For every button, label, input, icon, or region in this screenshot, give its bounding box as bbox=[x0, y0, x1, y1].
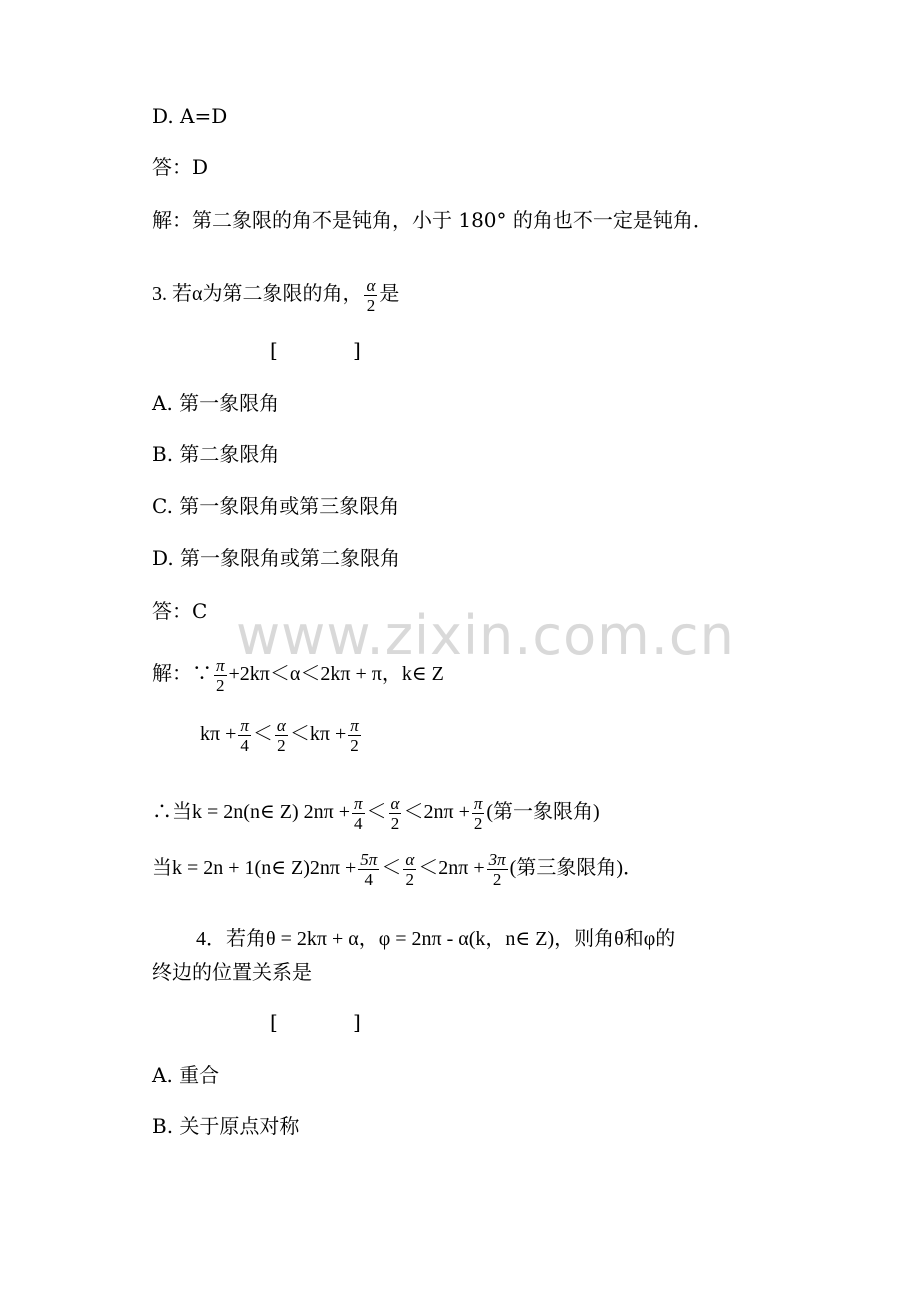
question-4-line-1: 4．若角θ = 2kπ + α，φ = 2nπ - α(k，n∈ Z)，则角θ和φ的 bbox=[196, 928, 676, 950]
watermark: www.zixin.com.cn bbox=[236, 604, 735, 667]
bracket-close-4: ] bbox=[353, 1010, 361, 1034]
solution-3-line-3: ∴当k = 2n(n∈ Z) 2nπ + $\frac{\pi}{4}$ ＜ $\frac{\alpha}{2}$ ＜2nπ + $\frac{\pi}{2}$ (第一象限角) bbox=[152, 794, 600, 833]
option-b-3: B. 第二象限角 bbox=[152, 442, 280, 466]
bracket-open-3: [ bbox=[270, 338, 278, 362]
answer-3: 答：C bbox=[152, 599, 208, 623]
bracket-close-3: ] bbox=[353, 338, 361, 362]
alpha-over-2: $\frac{\alpha}{2}$ bbox=[366, 276, 376, 315]
question-4-line-2: 终边的位置关系是 bbox=[152, 960, 312, 984]
option-a-3: A. 第一象限角 bbox=[152, 391, 280, 415]
answer-2: 答：D bbox=[152, 155, 209, 179]
solution-3-line-4: 当k = 2n + 1(n∈ Z)2nπ + $\frac{5\pi}{4}$ ＜ $\frac{\alpha}{2}$ ＜2nπ + $\frac{3\pi}{2}$ (第三象限角)． bbox=[152, 850, 643, 889]
solution-3-line-2: kπ + $\frac{\pi}{4}$ ＜ $\frac{\alpha}{2}$ ＜kπ + $\frac{\pi}{2}$ bbox=[200, 716, 359, 755]
solution-3-line-1: 解：∵ $\frac{\pi}{2}$ +2kπ＜α＜2kπ + π，k∈ Z bbox=[152, 656, 444, 695]
option-d-3: D. 第一象限角或第二象限角 bbox=[152, 546, 401, 570]
option-d-prev: D. A=D bbox=[152, 104, 228, 128]
option-b-4: B. 关于原点对称 bbox=[152, 1114, 300, 1138]
question-3-suffix: 是 bbox=[379, 283, 400, 306]
option-a-4: A. 重合 bbox=[152, 1063, 220, 1087]
solution-2: 解：第二象限的角不是钝角，小于 180° 的角也不一定是钝角． bbox=[152, 208, 713, 232]
bracket-open-4: [ bbox=[270, 1010, 278, 1034]
question-3-prefix: 3. 若α为第二象限的角， bbox=[152, 283, 363, 306]
option-c-3: C. 第一象限角或第三象限角 bbox=[152, 494, 400, 518]
question-3 bbox=[152, 276, 399, 315]
